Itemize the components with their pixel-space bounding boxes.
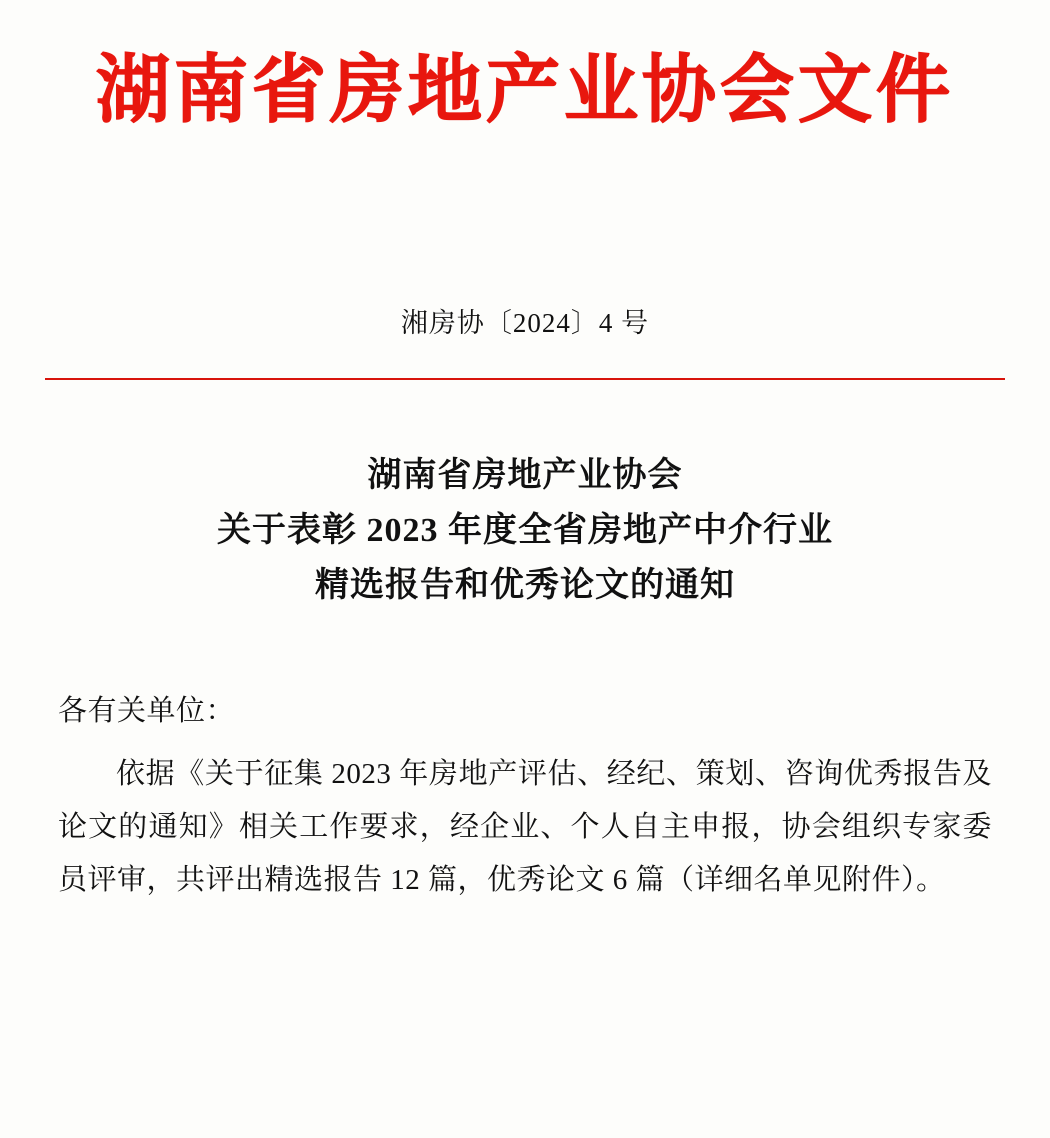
masthead-title: 湖南省房地产业协会文件 <box>96 47 954 133</box>
document-title <box>0 448 1050 613</box>
red-divider-rule <box>45 378 1005 380</box>
document-number: 湘房协〔2024〕4 号 <box>400 308 650 339</box>
document-title-line-1: 湖南省房地产业协会 <box>367 457 683 495</box>
document-title-line-3: 精选报告和优秀论文的通知 <box>315 567 735 605</box>
body-paragraph: 依据《关于征集 2023 年房地产评估、经纪、策划、咨询优秀报告及论文的通知》相关工作要求，经企业、个人自主申报，协会组织专家委员评审，共评出精选报告 12 篇，优秀论文 6 篇（详细名单见附件）。 <box>58 758 992 896</box>
document-title-line-2: 关于表彰 2023 年度全省房地产中介行业 <box>217 512 833 550</box>
salutation: 各有关单位： <box>58 695 236 728</box>
document-body <box>58 685 992 906</box>
masthead <box>0 0 1050 133</box>
